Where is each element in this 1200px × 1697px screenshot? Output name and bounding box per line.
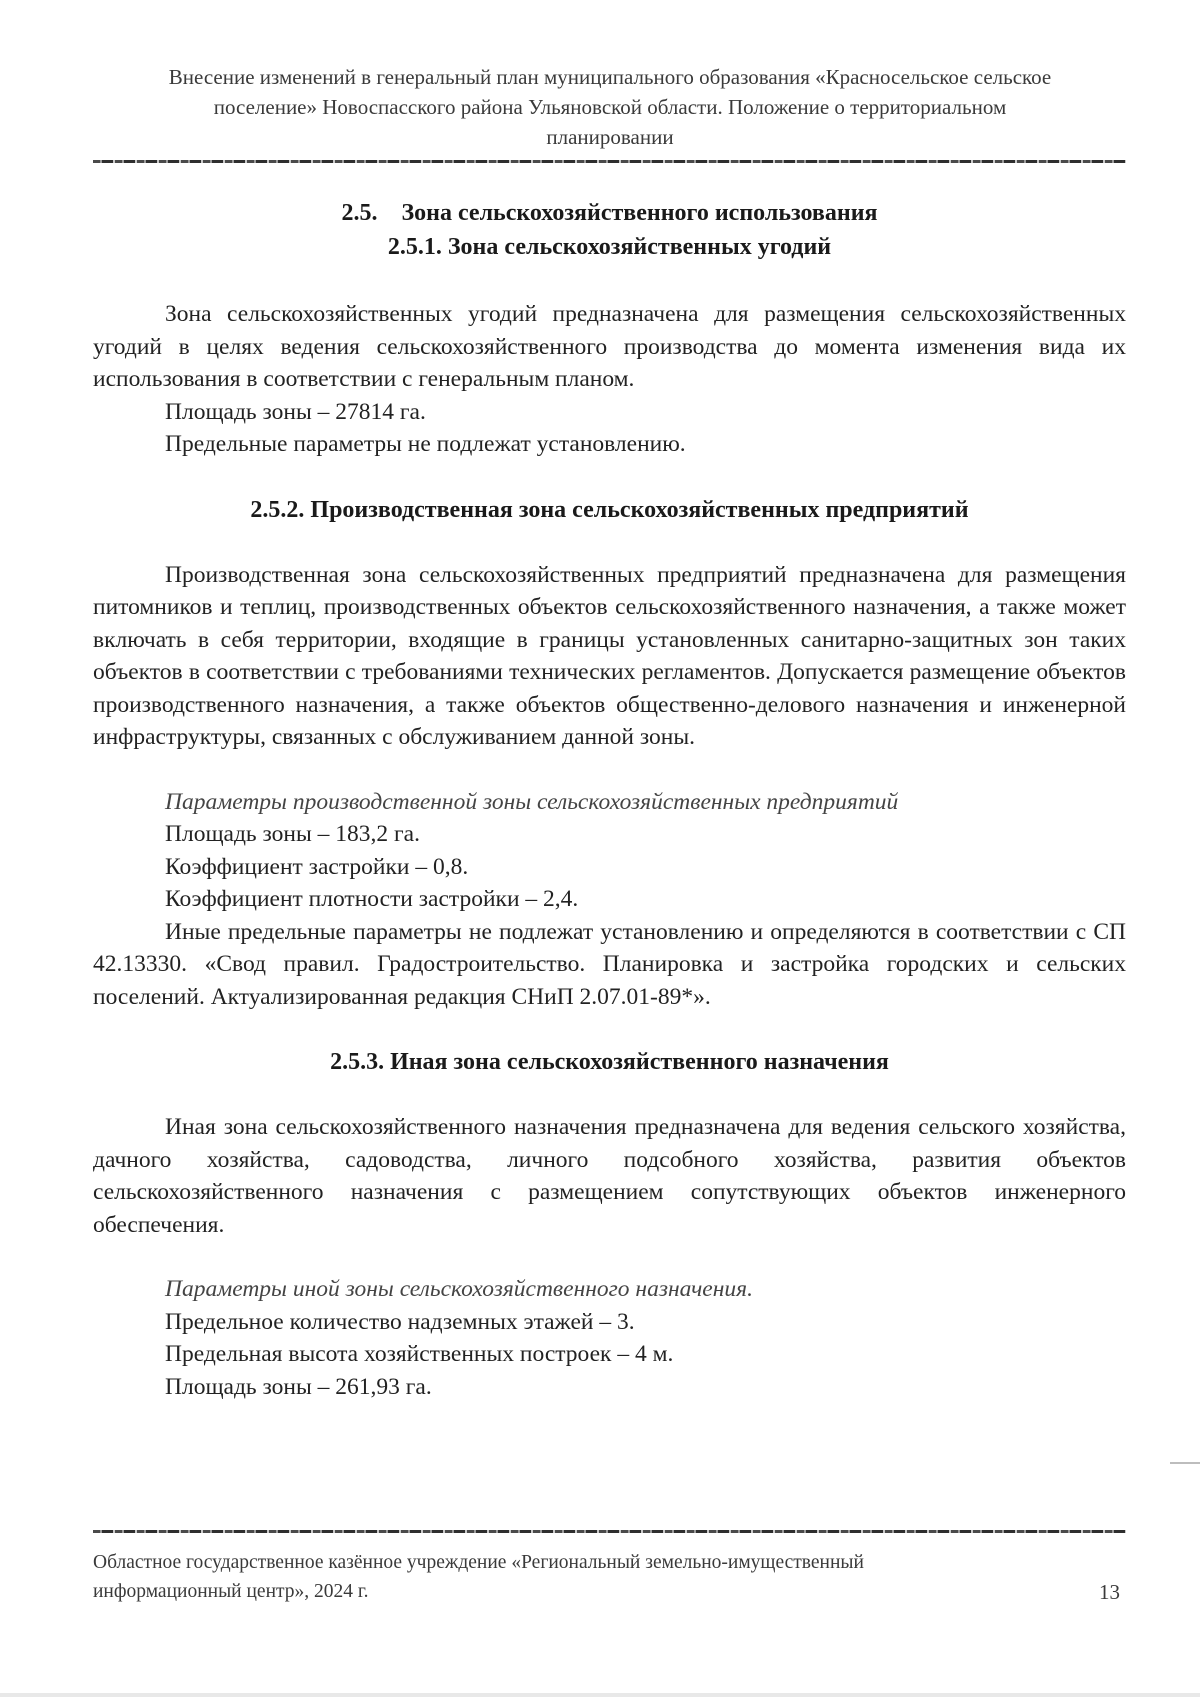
zone-area-2-5-3: Площадь зоны – 261,93 га. (165, 1373, 432, 1400)
header-divider (93, 160, 1126, 163)
subsection-title-2-5-2: 2.5.2. Производственная зона сельскохозяйственных предприятий (250, 496, 969, 523)
max-building-height: Предельная высота хозяйственных построек – 4 м. (165, 1341, 674, 1367)
zone-area-2-5-2: Площадь зоны – 183,2 га. (165, 821, 420, 847)
scan-edge-mark (1170, 1462, 1200, 1464)
footer-org-line-2: информационный центр», 2024 г. (93, 1581, 369, 1602)
subsection-title-2-5-1: 2.5.1. Зона сельскохозяйственных угодий (387, 234, 832, 260)
footer-divider (93, 1530, 1126, 1533)
header-line-3: планировании (546, 125, 674, 149)
density-coefficient: Коэффициент плотности застройки – 2,4. (165, 886, 579, 912)
running-header (95, 62, 1125, 152)
footer-org-line-1: Областное государственное казённое учреждение «Региональный земельно-имущественный (93, 1552, 864, 1573)
running-footer (93, 1548, 1126, 1606)
paragraph-other-agri-zone: Иная зона сельскохозяйственного назначения предназначена для ведения сельского хозяйства, дачного хозяйства, садоводства, личного подсобного хозяйства, развития объектов сельскохозяйственного назначения с размещением сопутствующих объектов инженерного обеспечения. (93, 1114, 1126, 1238)
params-heading-2-5-3: Параметры иной зоны сельскохозяйственного назначения. (165, 1276, 753, 1302)
build-coefficient: Коэффициент застройки – 0,8. (165, 853, 469, 880)
paragraph-agricultural-lands: Зона сельскохозяйственных угодий предназначена для размещения сельскохозяйственных угодий в целях ведения сельскохозяйственного производства до момента изменения вида их использования в соответствии с генеральным планом. (93, 301, 1126, 392)
other-params-2-5-2: Иные предельные параметры не подлежат установлению и определяются в соответствии с СП 42.13330. «Свод правил. Градостроительство. Планировка и застройка городских и сельских поселений. Актуализированная редакция СНиП 2.07.01-89*». (93, 918, 1126, 1010)
header-line-2: поселение» Новоспасского района Ульяновской области. Положение о территориальном (213, 95, 1007, 119)
max-floors: Предельное количество надземных этажей – 3. (165, 1308, 635, 1335)
header-line-1: Внесение изменений в генеральный план муниципального образования «Красносельское сельское (168, 65, 1052, 89)
scan-bottom-edge (0, 1693, 1200, 1697)
subsection-title-2-5-3: 2.5.3. Иная зона сельскохозяйственного назначения (330, 1049, 889, 1075)
spacer (93, 1241, 1126, 1273)
params-heading-2-5-2: Параметры производственной зоны сельскохозяйственных предприятий (165, 788, 899, 815)
limits-note-2-5-1: Предельные параметры не подлежат установлению. (165, 431, 686, 457)
paragraph-production-zone: Производственная зона сельскохозяйственных предприятий предназначена для размещения питомников и теплиц, производственных объектов сельскохозяйственного назначения, а также может включать в себя территории, входящие в границы установленных санитарно-защитных зон таких объектов в соответствии с требованиями технических регламентов. Допускается размещение объектов производственного назначения, а также объектов общественно-делового назначения и инженерной инфраструктуры, связанных с обслуживанием данной зоны. (93, 561, 1126, 750)
page-body (93, 196, 1126, 1403)
zone-area-2-5-1: Площадь зоны – 27814 га. (165, 398, 426, 425)
page-number: 13 (1099, 1580, 1120, 1604)
spacer (93, 754, 1126, 786)
section-title-2-5: 2.5. Зона сельскохозяйственного использования (341, 200, 878, 226)
